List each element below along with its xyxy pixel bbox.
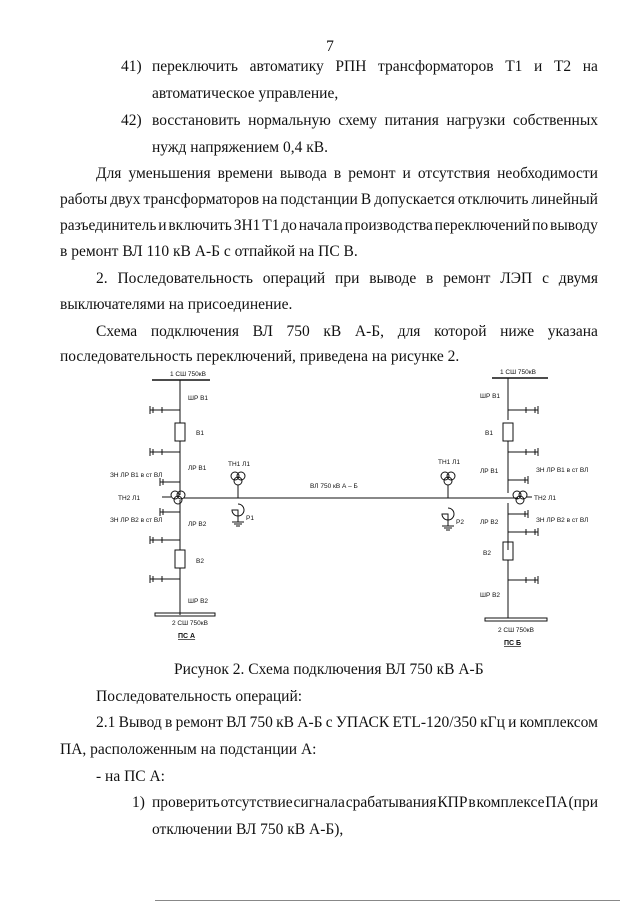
word: ЗН1 [233, 217, 261, 234]
word: необходимости [497, 165, 598, 182]
word: в [165, 714, 173, 731]
word: в [333, 165, 342, 182]
item-1-number: 1) [132, 794, 145, 811]
lr-b2-b-label: ЛР В2 [480, 519, 499, 526]
reactor-p1-label: Р1 [246, 515, 254, 522]
word: Т2 [553, 58, 572, 75]
word: Последовательность [117, 270, 253, 287]
word: кГц [480, 714, 505, 731]
single-line-diagram [100, 360, 620, 660]
station-a-label: ПС А [178, 633, 196, 640]
word: кВ [276, 714, 295, 731]
word: комплексе [476, 794, 545, 811]
word: КПР [437, 794, 468, 811]
word: ЛЭП [500, 270, 533, 287]
lr-b2-a-label: ЛР В2 [188, 521, 207, 528]
word: допускается [374, 191, 455, 208]
station-b-label: ПС Б [504, 640, 522, 647]
reactor-p2 [442, 508, 454, 526]
list-number-42: 42) [121, 112, 142, 129]
word: отсутствие [220, 794, 293, 811]
figure-caption: Рисунок 2. Схема подключения ВЛ 750 кВ А-Б [174, 661, 484, 678]
breaker-b1-a-label: В1 [196, 430, 204, 437]
breaker-b1-b-label: В1 [485, 430, 493, 437]
word: ниже [500, 323, 535, 340]
word: подключения [150, 323, 239, 340]
word: 2.1 [96, 714, 116, 731]
word: 750 [249, 714, 273, 731]
word: переключений [434, 217, 531, 234]
word: и [534, 58, 543, 75]
word: ВЛ [226, 714, 247, 731]
paragraph3-line1 [96, 323, 598, 341]
word: выводе [369, 270, 417, 287]
item-1-line1 [152, 794, 598, 812]
word: УПАСК [335, 714, 390, 731]
word: которой [434, 323, 487, 340]
reactor-p1 [232, 504, 244, 522]
word: срабатывания [345, 794, 437, 811]
word: ремонт [348, 165, 396, 182]
word: на [582, 58, 598, 75]
tn1-l1-b-label: ТН1 Л1 [438, 459, 460, 466]
line-750kv-label: ВЛ 750 кВ А – Б [310, 483, 358, 490]
item-1-line2: отключении ВЛ 750 кВ А-Б), [152, 821, 344, 838]
word: схему [338, 112, 377, 129]
word: ремонт [175, 714, 223, 731]
breaker-b1-a [175, 423, 185, 441]
word: выводу [550, 217, 598, 234]
item-2-1-line2: ПА, расположенным на подстанции А: [60, 741, 317, 758]
word: отсутствия [417, 165, 491, 182]
word: кВ [323, 323, 342, 340]
word: и [508, 714, 517, 731]
tn1-l1-a-label: ТН1 Л1 [228, 461, 250, 468]
bus-2-a-label: 2 СШ 750кВ [172, 620, 208, 627]
item-41-line1 [152, 58, 598, 76]
bus-2-b-label: 2 СШ 750кВ [498, 627, 534, 634]
bus-1-b-label: 1 СШ 750кВ [500, 369, 536, 376]
word: питания [384, 112, 439, 129]
substation-a [110, 371, 254, 640]
zn-lr-b2-b-label: ЗН ЛР В2 в ст ВЛ [536, 517, 589, 524]
word: А-Б [297, 714, 323, 731]
word: (при [568, 794, 598, 811]
zn-lr-b2-a-label: ЗН ЛР В2 в ст ВЛ [110, 517, 163, 524]
word: включить [168, 217, 232, 234]
word: трансформаторов [378, 58, 494, 75]
shr-b2-a-label: ШР В2 [188, 598, 209, 605]
reactor-p2-label: Р2 [456, 519, 464, 526]
word: проверить [152, 794, 220, 811]
word: операций [262, 270, 326, 287]
paragraph3-line2: последовательность переключений, приведена на рисунке 2. [60, 348, 460, 365]
word: производства [344, 217, 433, 234]
word: трансформаторов [143, 191, 260, 208]
bus-2-b [485, 618, 547, 621]
word: по [532, 217, 549, 234]
sequence-title: Последовательность операций: [96, 688, 303, 705]
lr-b1-b-label: ЛР В1 [480, 468, 499, 475]
breaker-b1-b [503, 423, 513, 441]
tn2-l1-a-label: ТН2 Л1 [118, 495, 140, 502]
paragraph1-line3 [60, 217, 598, 235]
word: ремонт [443, 270, 491, 287]
word: и [158, 217, 167, 234]
word: переключить [152, 58, 238, 75]
word: восстановить [152, 112, 241, 129]
word: для [397, 323, 421, 340]
word: начала [298, 217, 343, 234]
page-number: 7 [326, 38, 334, 55]
word: двух [110, 191, 141, 208]
paragraph2-line1 [96, 270, 598, 288]
word: А-Б, [354, 323, 385, 340]
station-a-heading: - на ПС А: [96, 768, 165, 785]
word: нормальную [248, 112, 331, 129]
word: и [402, 165, 411, 182]
word: сигнала [293, 794, 345, 811]
paragraph1-line4: в ремонт ВЛ 110 кВ А-Б с отпайкой на ПС В. [60, 243, 358, 260]
word: в [468, 794, 476, 811]
shr-b2-b-label: ШР В2 [480, 592, 501, 599]
word: Вывод [118, 714, 162, 731]
word: ВЛ [252, 323, 273, 340]
item-2-1-line1 [96, 714, 598, 732]
item-41-line2: автоматическое управление, [152, 85, 339, 102]
word: разъединитель [60, 217, 157, 234]
shr-b1-b-label: ШР В1 [480, 393, 501, 400]
word: работы [60, 191, 108, 208]
word: линейный [531, 191, 598, 208]
word: Т1 [262, 217, 280, 234]
word: Схема [96, 323, 138, 340]
word: подстанции [280, 191, 358, 208]
word: нагрузки [446, 112, 506, 129]
bus-1-a-label: 1 СШ 750кВ [170, 371, 206, 378]
word: отключить [457, 191, 529, 208]
breaker-b2-a-label: В2 [196, 558, 204, 565]
word: ПА [545, 794, 568, 811]
list-number-41: 41) [121, 58, 142, 75]
word: с [542, 270, 549, 287]
breaker-b2-a [175, 550, 185, 568]
bus-2-a [155, 613, 215, 616]
word: в [426, 270, 434, 287]
zn-lr-b1-a-label: ЗН ЛР В1 в ст ВЛ [110, 472, 163, 479]
tn2-l1-b-label: ТН2 Л1 [534, 495, 556, 502]
lr-b1-a-label: ЛР В1 [188, 465, 207, 472]
word: двумя [558, 270, 598, 287]
word: на [262, 191, 278, 208]
word: автоматику [249, 58, 324, 75]
item-42-line2: нужд напряжением 0,4 кВ. [152, 139, 328, 156]
word: Для [96, 165, 122, 182]
word: 2. [96, 270, 108, 287]
word: с [325, 714, 333, 731]
word: ETL-120/350 [392, 714, 477, 731]
breaker-b2-b-label: В2 [483, 550, 491, 557]
paragraph1-line2 [60, 191, 598, 209]
word: собственных [512, 112, 598, 129]
zn-lr-b1-b-label: ЗН ЛР В1 в ст ВЛ [536, 467, 589, 474]
word: указана [547, 323, 598, 340]
item-42-line1 [152, 112, 598, 130]
word: уменьшения [128, 165, 211, 182]
word: времени [217, 165, 273, 182]
substation-b [438, 369, 588, 647]
word: 750 [286, 323, 310, 340]
word: В [360, 191, 372, 208]
word: до [281, 217, 297, 234]
bottom-rule [155, 900, 620, 901]
word: Т1 [505, 58, 523, 75]
word: РПН [335, 58, 367, 75]
word: при [335, 270, 360, 287]
paragraph2-line2: выключателями на присоединение. [60, 296, 293, 313]
word: вывода [279, 165, 327, 182]
word: комплексом [519, 714, 598, 731]
paragraph1-line1 [96, 165, 598, 183]
shr-b1-a-label: ШР В1 [188, 395, 209, 402]
